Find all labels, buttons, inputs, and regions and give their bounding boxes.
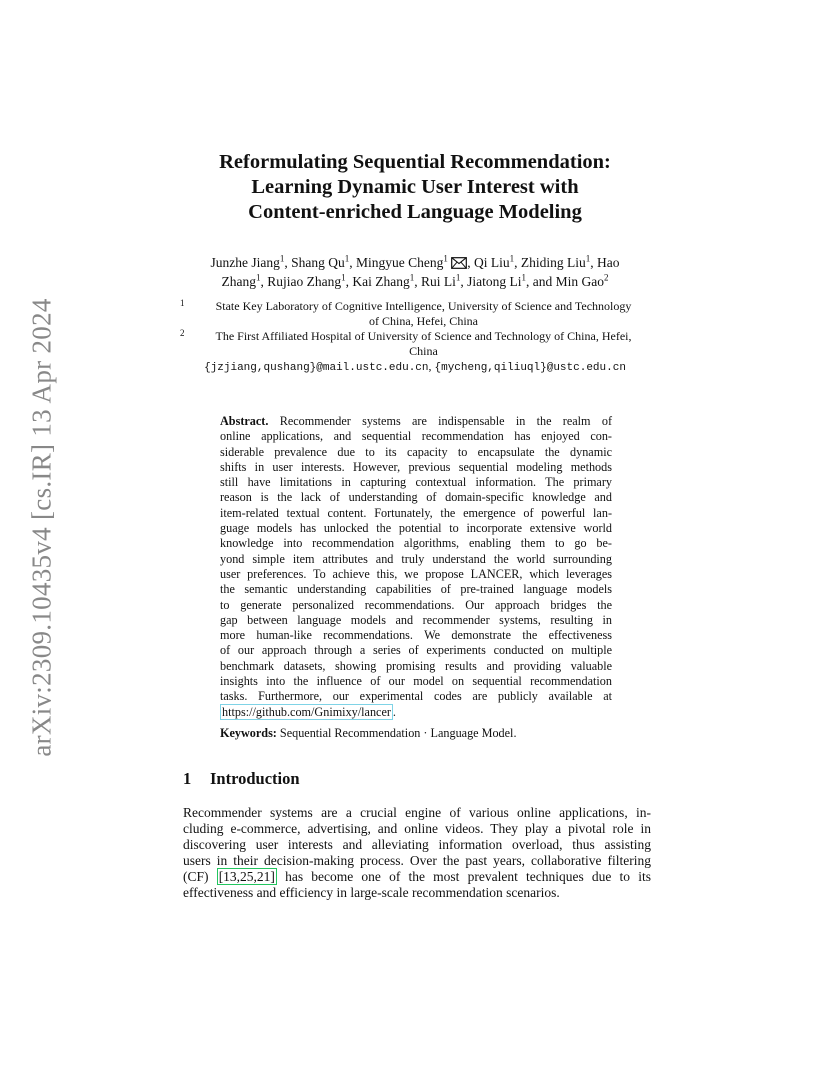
- author-list: [150, 254, 680, 290]
- author-affil-mark: 1: [509, 253, 515, 264]
- abstract-end-punct: .: [392, 704, 396, 719]
- title-line: Learning Dynamic User Interest with: [251, 176, 579, 198]
- abstract-line: the semantic understanding capabilities of pre-trained language models: [220, 582, 612, 597]
- author-name: Jiatong Li: [467, 274, 522, 289]
- author-name: Zhang: [221, 274, 256, 289]
- section-number: 1: [183, 769, 192, 788]
- body-line: effectiveness and efficiency in large-scale recommendation scenarios.: [183, 885, 560, 901]
- affiliation-line: of China, Hefei, China: [369, 314, 478, 328]
- section-title: Introduction: [210, 769, 300, 788]
- body-line: [183, 869, 651, 885]
- author-affil-mark: 1: [409, 272, 415, 283]
- keywords-text: Sequential Recommendation · Language Model.: [279, 726, 517, 740]
- abstract-line: benchmark datasets, showing promising results and providing valuable: [220, 658, 612, 673]
- title-line: Reformulating Sequential Recommendation:: [219, 151, 611, 173]
- author-affil-mark: 2: [604, 272, 609, 283]
- author-name: Zhiding Liu: [520, 255, 586, 270]
- abstract-line: guage models has unlocked the potential to incorporate extensive world: [220, 521, 612, 536]
- author-separator: ,: [514, 255, 521, 270]
- author-separator: ,: [284, 255, 292, 270]
- author-separator: ,: [345, 274, 353, 289]
- author-separator: , and: [526, 274, 556, 289]
- abstract-line: still have limitations in capturing contextual information. The primary: [220, 475, 612, 490]
- affiliation-row: 1 State Key Laboratory of Cognitive Intelligence, University of Science and Technology of China, Hefei, China: [180, 299, 654, 329]
- abstract-line: insights into the influence of our model on sequential recommendation: [220, 674, 612, 689]
- author-name: Min Gao: [555, 274, 604, 289]
- author-name: Rujiao Zhang: [267, 274, 342, 289]
- arxiv-identifier: [20, 297, 64, 757]
- abstract-line: to generate personalized recommendations. Our approach bridges the: [220, 597, 612, 612]
- abstract-line: of our approach through a series of experiments conducted on multiple: [220, 643, 612, 658]
- affiliation-row: 2 The First Affiliated Hospital of University of Science and Technology of China, Hefei, China: [180, 329, 654, 359]
- abstract-line: gap between language models and recommender systems, resulting in: [220, 612, 612, 627]
- code-repository-link[interactable]: https://github.com/Gnimixy/lancer: [222, 704, 391, 719]
- abstract-line: user preferences. To achieve this, we propose LANCER, which leverages: [220, 566, 612, 581]
- author-line-1: [150, 254, 680, 273]
- email-group[interactable]: {mycheng,qiliuql}@ustc.edu.cn: [434, 362, 626, 374]
- title-line: Content-enriched Language Modeling: [248, 201, 582, 223]
- author-affil-mark: 1: [455, 272, 461, 283]
- envelope-icon: [451, 256, 467, 273]
- abstract-line: [220, 414, 612, 429]
- author-line-2: [150, 273, 680, 290]
- body-text: (CF): [183, 869, 217, 885]
- author-affil-mark: 1: [585, 253, 591, 264]
- author-affil-mark: 1: [279, 253, 285, 264]
- body-line: cluding e-commerce, advertising, and online videos. They play a pivotal role in: [183, 821, 651, 837]
- abstract-text: Recommender systems are indispensable in the realm of: [279, 414, 612, 428]
- citation-link[interactable]: [13,25,21]: [218, 869, 275, 885]
- author-name: Hao: [596, 255, 620, 270]
- author-affil-mark: 1: [256, 272, 261, 283]
- keywords-label: Keywords:: [220, 726, 277, 740]
- affiliation-line: China: [409, 344, 438, 358]
- author-separator: ,: [460, 274, 468, 289]
- author-name: Mingyue Cheng: [355, 255, 444, 270]
- affiliation-2: [180, 329, 654, 359]
- author-name: Rui Li: [420, 274, 456, 289]
- author-separator: ,: [467, 255, 474, 270]
- author-separator: ,: [349, 255, 356, 270]
- arxiv-identifier-text: arXiv:2309.10435v4 [cs.IR] 13 Apr 2024: [26, 297, 57, 757]
- abstract-line: [220, 705, 612, 720]
- abstract-line: knowledge into recommendation algorithms, enabling them to go be-: [220, 536, 612, 551]
- body-line: discovering user interests and alleviating information overload, thus assisting: [183, 837, 651, 853]
- author-name: Junzhe Jiang: [210, 255, 280, 270]
- intro-paragraph: [183, 805, 651, 902]
- author-name: Shang Qu: [291, 255, 345, 270]
- email-separator: ,: [428, 359, 435, 373]
- abstract-line: yond simple item attributes and truly understand the world surrounding: [220, 551, 612, 566]
- abstract-line: reason is the lack of understanding of domain-specific knowledge and: [220, 490, 612, 505]
- email-group[interactable]: {jzjiang,qushang}@mail.ustc.edu.cn: [204, 362, 429, 374]
- abstract-line: shifts in user interests. However, previous sequential modeling methods: [220, 459, 612, 474]
- author-separator: ,: [590, 255, 597, 270]
- abstract-label: Abstract.: [220, 414, 269, 428]
- author-affil-mark: 1: [341, 272, 346, 283]
- affiliation-line: State Key Laboratory of Cognitive Intelligence, University of Science and Technology: [215, 299, 632, 313]
- author-name: Kai Zhang: [352, 274, 410, 289]
- abstract-line: item-related textual content. Fortunately, the emergence of powerful lan-: [220, 505, 612, 520]
- section-heading: [183, 769, 300, 789]
- body-text: has become one of the most prevalent techniques due to its: [276, 869, 651, 885]
- body-line: users in their decision-making process. Over the past years, collaborative filtering: [183, 853, 651, 869]
- abstract-line: siderable prevalence due to its capacity to encapsulate the dynamic: [220, 444, 612, 459]
- author-affil-mark: 1: [344, 253, 350, 264]
- author-separator: ,: [260, 274, 268, 289]
- abstract: [220, 414, 612, 720]
- affiliation-line: The First Affiliated Hospital of University of Science and Technology of China, Hefei,: [215, 329, 632, 343]
- author-affil-mark: 1: [443, 253, 448, 264]
- author-emails: [150, 359, 680, 374]
- abstract-line: more human-like recommendations. We demonstrate the effectiveness: [220, 628, 612, 643]
- body-line: Recommender systems are a crucial engine of various online applications, in-: [183, 805, 651, 820]
- abstract-line: online applications, and sequential recommendation has enjoyed con-: [220, 429, 612, 444]
- author-name: Qi Liu: [473, 255, 510, 270]
- abstract-line: tasks. Furthermore, our experimental codes are publicly available at: [220, 689, 612, 704]
- keywords: [220, 726, 517, 741]
- author-separator: ,: [414, 274, 421, 289]
- author-affil-mark: 1: [521, 272, 526, 283]
- paper-title: [150, 150, 680, 225]
- affiliation-1: [180, 299, 654, 329]
